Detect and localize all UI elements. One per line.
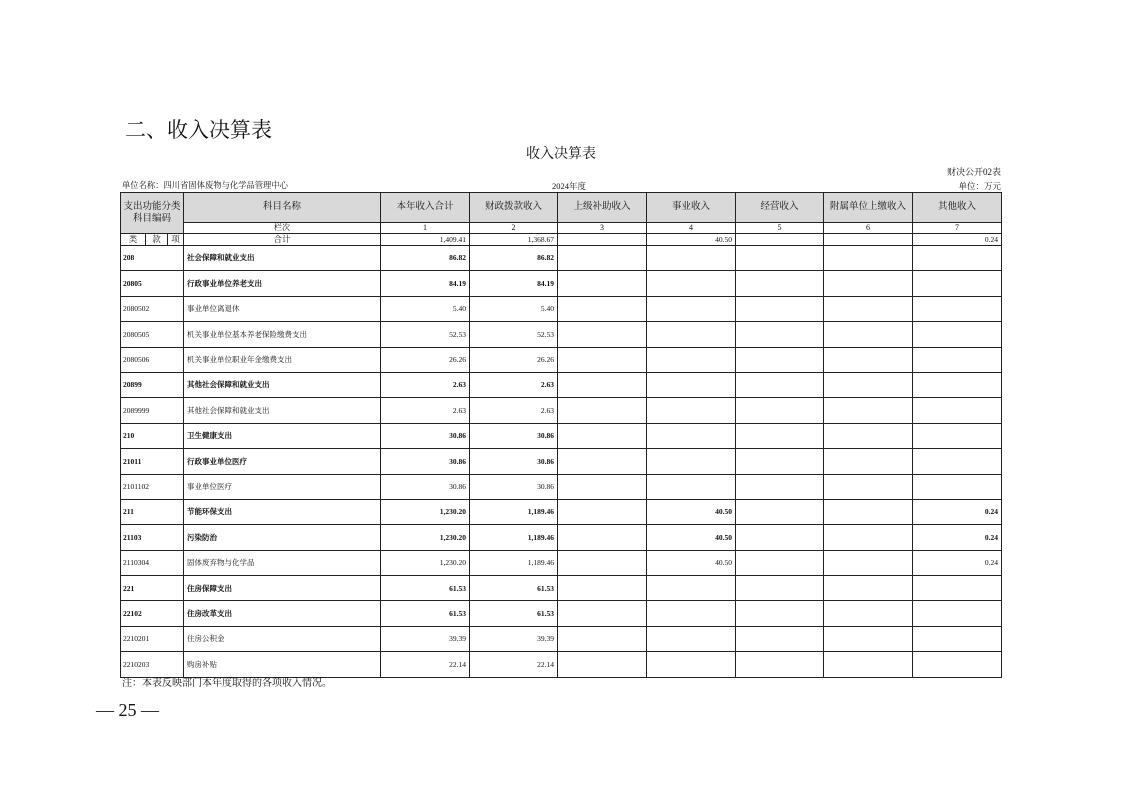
- total-value: 1,409.41: [381, 234, 470, 246]
- row-value: [824, 296, 913, 321]
- header-total-income: 本年收入合计: [381, 193, 470, 223]
- row-value: [558, 322, 647, 347]
- header-other-income: 其他收入: [913, 193, 1002, 223]
- table-note: 注：本表反映部门本年度取得的各项收入情况。: [122, 678, 332, 689]
- row-value: 61.53: [381, 601, 470, 626]
- row-value: [736, 550, 824, 575]
- table-row: [121, 525, 1002, 550]
- row-value: [647, 322, 736, 347]
- row-value: [558, 576, 647, 601]
- row-code: 2101102: [121, 474, 184, 499]
- row-name: 住房改革支出: [184, 601, 381, 626]
- row-code: 20899: [121, 372, 184, 397]
- row-code: 21011: [121, 449, 184, 474]
- row-value: 30.86: [381, 449, 470, 474]
- column-index: 7: [913, 223, 1002, 234]
- table-row: [121, 474, 1002, 499]
- total-value: [736, 234, 824, 246]
- header-code-line: 支出功能分类: [123, 201, 181, 212]
- row-name: 行政事业单位养老支出: [184, 271, 381, 296]
- row-value: [558, 398, 647, 423]
- row-value: [824, 398, 913, 423]
- header-code: [121, 193, 184, 234]
- row-value: [913, 601, 1002, 626]
- row-value: [913, 626, 1002, 651]
- row-value: [736, 347, 824, 372]
- row-name: 污染防治: [184, 525, 381, 550]
- row-value: [736, 449, 824, 474]
- row-value: [824, 601, 913, 626]
- header-code-line: 科目编码: [133, 214, 172, 224]
- row-name: 住房公积金: [184, 626, 381, 651]
- code-sublabel-lei: 类: [121, 234, 146, 246]
- row-value: 40.50: [647, 525, 736, 550]
- column-index: 4: [647, 223, 736, 234]
- table-row: [121, 398, 1002, 423]
- table-title: 收入决算表: [526, 147, 596, 162]
- row-name: 行政事业单位医疗: [184, 449, 381, 474]
- row-name: 事业单位离退休: [184, 296, 381, 321]
- row-value: 1,230.20: [381, 525, 470, 550]
- row-name: 社会保障和就业支出: [184, 246, 381, 271]
- row-value: [913, 398, 1002, 423]
- row-value: 1,189.46: [470, 525, 558, 550]
- income-table: [120, 192, 1002, 678]
- total-value: 40.50: [647, 234, 736, 246]
- row-code: 2110304: [121, 550, 184, 575]
- row-code: 211: [121, 499, 184, 524]
- table-row: [121, 296, 1002, 321]
- row-value: 2.63: [470, 372, 558, 397]
- row-value: 39.39: [470, 626, 558, 651]
- column-index: 5: [736, 223, 824, 234]
- row-value: [824, 246, 913, 271]
- row-code: 21103: [121, 525, 184, 550]
- table-row: [121, 322, 1002, 347]
- row-value: [824, 423, 913, 448]
- table-row: [121, 550, 1002, 575]
- row-value: 0.24: [913, 550, 1002, 575]
- column-index: 1: [381, 223, 470, 234]
- row-value: 5.40: [470, 296, 558, 321]
- column-index-label: 栏次: [184, 223, 381, 234]
- row-value: 84.19: [470, 271, 558, 296]
- row-code: 210: [121, 423, 184, 448]
- table-row: [121, 576, 1002, 601]
- row-name: 机关事业单位基本养老保险缴费支出: [184, 322, 381, 347]
- row-value: [558, 525, 647, 550]
- row-value: [913, 347, 1002, 372]
- row-value: [558, 423, 647, 448]
- row-value: 22.14: [381, 652, 470, 677]
- row-value: 86.82: [381, 246, 470, 271]
- row-value: [824, 449, 913, 474]
- row-value: [913, 449, 1002, 474]
- row-name: 机关事业单位职业年金缴费支出: [184, 347, 381, 372]
- row-value: [913, 296, 1002, 321]
- table-row: [121, 246, 1002, 271]
- row-value: [736, 474, 824, 499]
- column-index: 6: [824, 223, 913, 234]
- header-business-income: 事业收入: [647, 193, 736, 223]
- row-value: [736, 499, 824, 524]
- row-value: [647, 347, 736, 372]
- row-value: [558, 347, 647, 372]
- row-code: 2210201: [121, 626, 184, 651]
- row-value: 61.53: [381, 576, 470, 601]
- unit-name: 单位名称：四川省固体废物与化学品管理中心: [122, 181, 288, 190]
- row-name: 固体废弃物与化学品: [184, 550, 381, 575]
- row-value: [558, 271, 647, 296]
- total-value: [824, 234, 913, 246]
- row-value: 30.86: [470, 474, 558, 499]
- section-heading: 二、收入决算表: [125, 118, 272, 142]
- row-value: [824, 626, 913, 651]
- row-value: [736, 246, 824, 271]
- row-value: 84.19: [381, 271, 470, 296]
- row-value: [647, 296, 736, 321]
- row-value: [913, 372, 1002, 397]
- row-value: [647, 449, 736, 474]
- row-value: [913, 576, 1002, 601]
- row-value: [824, 499, 913, 524]
- row-value: 30.86: [381, 474, 470, 499]
- table-row: [121, 499, 1002, 524]
- row-value: [647, 423, 736, 448]
- row-code: 208: [121, 246, 184, 271]
- form-number: 财决公开02表: [946, 167, 1001, 177]
- code-sublabel-kuan: 款: [146, 234, 168, 246]
- row-value: [558, 296, 647, 321]
- row-code: 22102: [121, 601, 184, 626]
- row-value: [736, 423, 824, 448]
- row-value: 2.63: [381, 372, 470, 397]
- row-value: 52.53: [381, 322, 470, 347]
- total-value: 0.24: [913, 234, 1002, 246]
- header-fiscal-appropriation-income: 财政拨款收入: [470, 193, 558, 223]
- row-value: [647, 601, 736, 626]
- row-value: [736, 652, 824, 677]
- row-value: 40.50: [647, 550, 736, 575]
- row-value: [647, 474, 736, 499]
- row-name: 购房补贴: [184, 652, 381, 677]
- fiscal-year: 2024年度: [552, 181, 587, 191]
- row-value: [824, 347, 913, 372]
- row-value: 0.24: [913, 525, 1002, 550]
- row-value: [913, 246, 1002, 271]
- total-row: [121, 234, 1002, 246]
- row-value: 0.24: [913, 499, 1002, 524]
- column-index: 3: [558, 223, 647, 234]
- row-code: 2080505: [121, 322, 184, 347]
- table-row: [121, 449, 1002, 474]
- row-value: [558, 474, 647, 499]
- row-value: [558, 499, 647, 524]
- currency-unit: 单位：万元: [958, 181, 1001, 191]
- row-value: [647, 246, 736, 271]
- row-value: [647, 398, 736, 423]
- header-affiliated-unit-income: 附属单位上缴收入: [824, 193, 913, 223]
- row-value: 1,189.46: [470, 499, 558, 524]
- table-row: [121, 347, 1002, 372]
- row-value: [647, 576, 736, 601]
- row-code: 2210203: [121, 652, 184, 677]
- row-code: 20805: [121, 271, 184, 296]
- row-name: 卫生健康支出: [184, 423, 381, 448]
- header-superior-subsidy-income: 上级补助收入: [558, 193, 647, 223]
- header-row: [121, 193, 1002, 223]
- table-row: [121, 626, 1002, 651]
- row-value: [736, 372, 824, 397]
- row-value: [647, 271, 736, 296]
- row-value: [736, 398, 824, 423]
- row-value: [558, 246, 647, 271]
- row-value: 1,189.46: [470, 550, 558, 575]
- table-row: [121, 601, 1002, 626]
- row-value: [558, 449, 647, 474]
- row-value: 52.53: [470, 322, 558, 347]
- row-code: 221: [121, 576, 184, 601]
- row-value: [736, 626, 824, 651]
- row-value: 26.26: [381, 347, 470, 372]
- column-index-row: [121, 223, 1002, 234]
- row-value: [913, 652, 1002, 677]
- row-name: 事业单位医疗: [184, 474, 381, 499]
- row-value: [824, 271, 913, 296]
- table-row: [121, 372, 1002, 397]
- row-value: [824, 576, 913, 601]
- header-operating-income: 经营收入: [736, 193, 824, 223]
- row-value: [736, 601, 824, 626]
- code-sublabel-xiang: 项: [168, 234, 184, 246]
- row-value: [647, 626, 736, 651]
- row-code: 2080502: [121, 296, 184, 321]
- row-value: 61.53: [470, 576, 558, 601]
- row-value: [558, 626, 647, 651]
- row-name: 节能环保支出: [184, 499, 381, 524]
- row-value: 86.82: [470, 246, 558, 271]
- row-value: [736, 271, 824, 296]
- row-value: 26.26: [470, 347, 558, 372]
- row-value: [913, 423, 1002, 448]
- row-value: 30.86: [470, 449, 558, 474]
- row-value: [913, 474, 1002, 499]
- row-value: 61.53: [470, 601, 558, 626]
- row-value: 2.63: [470, 398, 558, 423]
- row-value: 2.63: [381, 398, 470, 423]
- total-value: [558, 234, 647, 246]
- row-value: [824, 474, 913, 499]
- row-value: [558, 550, 647, 575]
- row-value: 40.50: [647, 499, 736, 524]
- row-value: 1,230.20: [381, 550, 470, 575]
- row-value: [647, 372, 736, 397]
- table-body: [121, 246, 1002, 678]
- row-value: 22.14: [470, 652, 558, 677]
- total-value: 1,368.67: [470, 234, 558, 246]
- row-value: [913, 271, 1002, 296]
- row-value: [824, 550, 913, 575]
- row-value: [913, 322, 1002, 347]
- row-value: [736, 525, 824, 550]
- total-label: 合计: [184, 234, 381, 246]
- row-value: [824, 372, 913, 397]
- row-value: [824, 652, 913, 677]
- row-value: [736, 296, 824, 321]
- row-value: 30.86: [470, 423, 558, 448]
- table-row: [121, 423, 1002, 448]
- row-value: 39.39: [381, 626, 470, 651]
- row-name: 其他社会保障和就业支出: [184, 372, 381, 397]
- page-number: — 25 —: [96, 700, 159, 720]
- row-name: 住房保障支出: [184, 576, 381, 601]
- column-index: 2: [470, 223, 558, 234]
- row-value: [736, 576, 824, 601]
- row-code: 2089999: [121, 398, 184, 423]
- row-value: [558, 372, 647, 397]
- row-value: 1,230.20: [381, 499, 470, 524]
- row-value: [824, 322, 913, 347]
- row-value: [558, 601, 647, 626]
- row-value: [647, 652, 736, 677]
- row-value: [558, 652, 647, 677]
- row-value: 5.40: [381, 296, 470, 321]
- row-value: [824, 525, 913, 550]
- row-value: [736, 322, 824, 347]
- row-code: 2080506: [121, 347, 184, 372]
- table-row: [121, 652, 1002, 677]
- row-name: 其他社会保障和就业支出: [184, 398, 381, 423]
- row-value: 30.86: [381, 423, 470, 448]
- header-subject-name: 科目名称: [184, 193, 381, 223]
- table-row: [121, 271, 1002, 296]
